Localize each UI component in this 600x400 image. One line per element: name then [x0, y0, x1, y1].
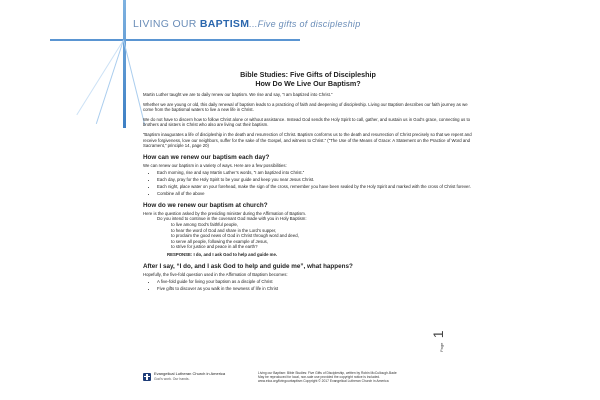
- footer-line: www.elca.org/livingourbaptism Copyright © 2017 Evangelical Lutheran Church in America: [258, 379, 389, 384]
- document-title: [143, 70, 473, 88]
- list-item: • Combine all of the above: [157, 191, 473, 197]
- header-logo: [133, 18, 361, 30]
- affirmation-question: Do you intend to continue in the covenant God made with you in Holy Baptism:: [157, 216, 307, 222]
- bullet-list: [143, 170, 473, 197]
- paragraph: We do not have to discern how to follow Christ alone or without assistance. Instead God sends the Holy Spirit to call, gather, and sustain us in God’s grace, connecting us to brothers and sisters in Christ who also are living out their baptism.: [143, 116, 471, 128]
- title-line-2: How Do We Live Our Baptism?: [255, 79, 361, 88]
- footer-line: May be reproduced for local, non-sale use provided the copyright notice is included.: [258, 375, 381, 380]
- affirmation-line: to serve all people, following the example of Jesus,: [171, 238, 268, 244]
- section-heading: How do we renew our baptism at church?: [143, 201, 268, 209]
- cross-horizontal-bar: [50, 39, 300, 41]
- section-heading: After I say, “I do, and I ask God to help and guide me”, what happens?: [143, 262, 353, 270]
- affirmation-line: to live among God’s faithful people,: [171, 222, 239, 228]
- logo-suffix: ...Five gifts of discipleship: [249, 19, 361, 29]
- paragraph: Martin Luther taught we are to daily renew our baptism. We rise and say, “I am baptized into Christ.”: [143, 92, 333, 97]
- section-intro: We can renew our baptism in a variety of ways. Here are a few possibilities:: [143, 162, 287, 168]
- list-item: • Each day, pray for the Holy Spirit to be your guide and keep you near Jesus Christ.: [157, 177, 473, 183]
- document-body: [143, 70, 473, 295]
- cross-ray: [96, 40, 124, 124]
- org-name: Evangelical Lutheran Church in America: [154, 371, 226, 376]
- affirmation-line: to proclaim the good news of God in Christ through word and deed,: [171, 233, 299, 239]
- elca-logo: [143, 372, 225, 381]
- title-line-1: Bible Studies: Five Gifts of Discipleship: [240, 70, 376, 79]
- page-number: [430, 330, 448, 352]
- affirmation-response: RESPONSE: I do, and I ask God to help and guide me.: [167, 252, 278, 258]
- footer-line: Living our Baptism: Bible Studies: Five Gifts of Discipleship, written by Robin McCullough-Bade: [258, 371, 397, 375]
- bullet-list: [143, 279, 473, 292]
- page-label: Page: [439, 342, 444, 352]
- paragraph: “Baptism inaugurates a life of discipleship in the death and resurrection of Christ. Baptism conforms us to the death and resurrection of Christ precisely so that we repent and receive forgiveness, love our neighbors, suffer for the sake of the Gospel, and witness to Christ.” (“The Use of the Means of Grace: A Statement on the Practice of Word and Sacrament,” principle 14, page 20): [143, 131, 472, 149]
- list-item: • Each night, place water on your forehead, make the sign of the cross, remember you have been sealed by the Holy Spirit and marked with the cross of Christ forever.: [157, 184, 473, 190]
- cross-ray: [76, 40, 123, 115]
- paragraph: Whether we are young or old, this daily renewal of baptism leads to a practicing of faith and deepening of discipleship. Living our Baptism describes our faith journey as we come from the baptismal waters to live a new life in Christ.: [143, 101, 468, 113]
- footer-credits: [258, 371, 458, 384]
- logo-bold: BAPTISM: [199, 18, 250, 30]
- org-tagline: God’s work. Our hands.: [154, 376, 190, 381]
- list-item: • Five gifts to discover as you walk in the newness of life in Christ: [157, 286, 473, 292]
- cross-ray: [123, 40, 145, 126]
- list-item: • Each morning, rise and say Martin Luther’s words, “I am baptized into Christ.”: [157, 170, 473, 176]
- cross-logo-icon: [143, 373, 151, 381]
- list-item: • A five-fold guide for living your baptism as a disciple of Christ: [157, 279, 473, 285]
- section-heading: How can we renew our baptism each day?: [143, 153, 270, 161]
- logo-prefix: LIVING OUR: [133, 18, 200, 30]
- affirmation-line: to hear the word of God and share in the Lord’s supper,: [171, 227, 277, 233]
- section-intro: Here is the question asked by the presiding minister during the Affirmation of Baptism.: [143, 210, 307, 216]
- section-intro: Hopefully, the five-fold question used in the Affirmation of Baptism becomes:: [143, 271, 288, 277]
- cross-vertical-bar: [123, 0, 126, 128]
- page-number-value: 1: [430, 330, 446, 339]
- affirmation-line: to strive for justice and peace in all the earth?: [171, 244, 258, 250]
